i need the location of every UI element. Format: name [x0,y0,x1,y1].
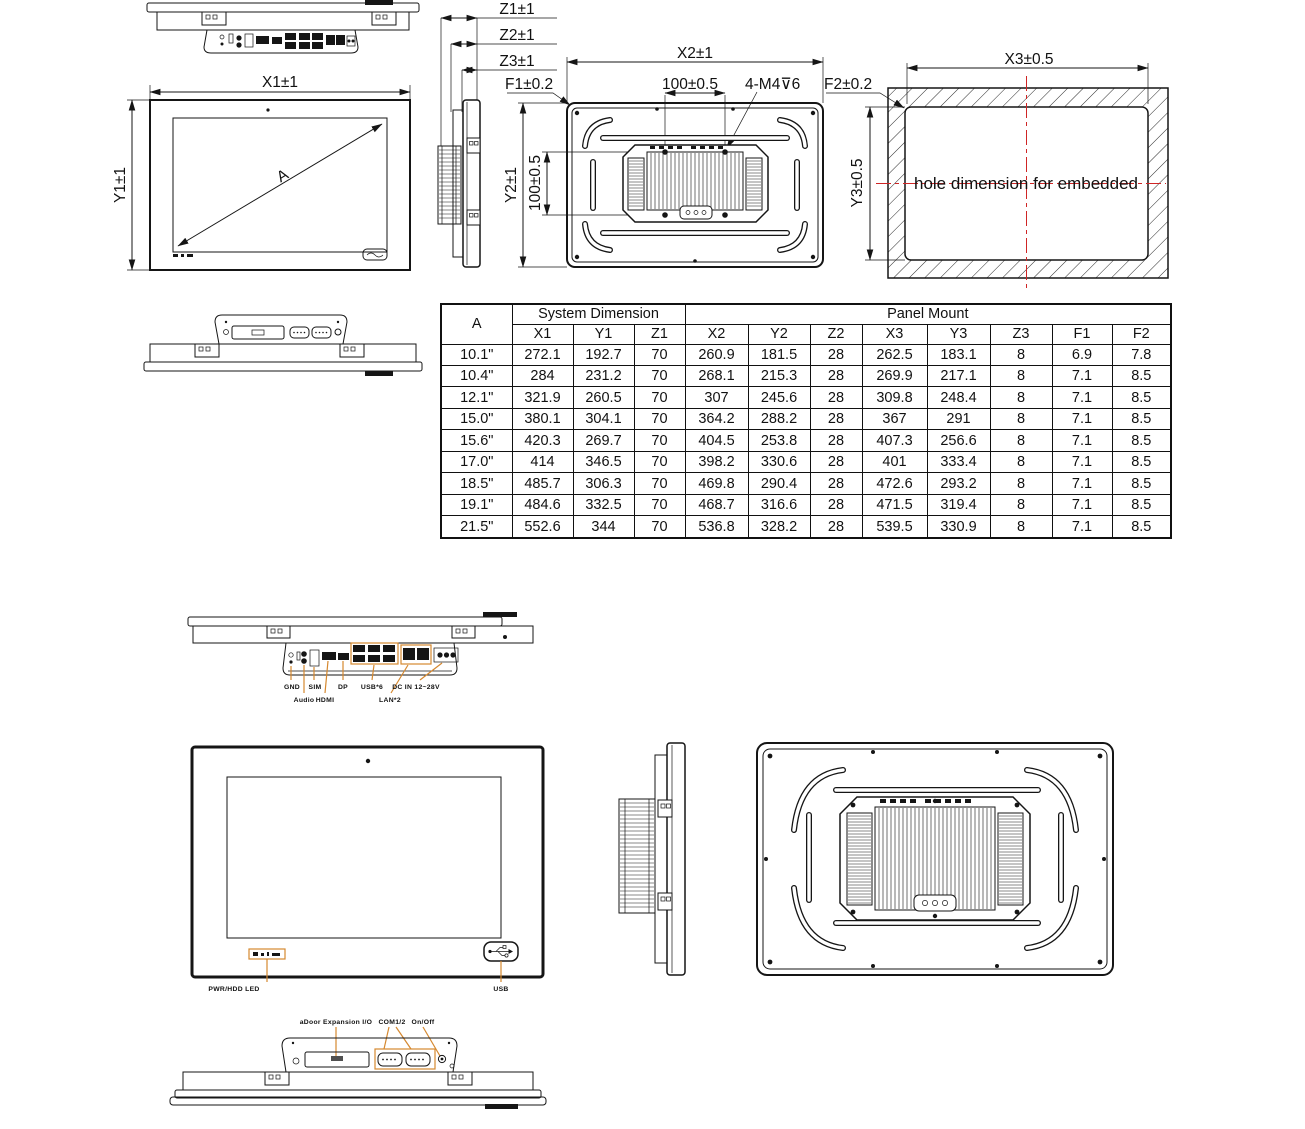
dim-cell: 472.6 [862,473,927,494]
mount-bracket [267,626,475,638]
chassis-slab [193,626,533,643]
dim-cell: 319.4 [927,494,990,515]
dim-cell: 70 [634,473,685,494]
dim-cell: 7.1 [1052,516,1112,538]
vesa-hole [722,212,728,218]
bezel-edge [188,617,502,626]
view-io-top [165,1012,550,1127]
dim-cell: 346.5 [573,451,634,472]
io-pod [215,315,347,344]
light-sensor-dot [266,108,269,111]
dim-cell: 321.9 [512,387,573,408]
dim-cell: 70 [634,408,685,429]
size-cell: 15.0" [441,408,512,429]
mount-tab [467,138,480,225]
label-dc-in: DC IN 12~28V [392,684,440,691]
dim-y2-label: Y2±1 [503,166,520,204]
dim-cell: 245.6 [748,387,810,408]
diagonal-arrow [178,124,382,246]
dim-cell: 256.6 [927,430,990,451]
dim-cell: 70 [634,365,685,386]
heatsink-module [840,797,1030,920]
dim-cell: 468.7 [685,494,748,515]
dim-cell: 8.5 [1112,451,1171,472]
dim-cell: 8.5 [1112,365,1171,386]
dim-cell: 293.2 [927,473,990,494]
view-hole-cutout [820,40,1180,305]
dim-cell: 253.8 [748,430,810,451]
dim-cell: 309.8 [862,387,927,408]
dim-cell: 70 [634,516,685,538]
dim-cell: 8 [990,365,1052,386]
dim-cell: 28 [810,365,862,386]
dim-cell: 262.5 [862,344,927,365]
table-corner-header: A [441,304,512,344]
view-io-bottom [170,610,550,715]
dim-z2-label: Z2±1 [499,27,535,44]
dim-cell: 367 [862,408,927,429]
vesa-hole [662,212,668,218]
dim-cell: 539.5 [862,516,927,538]
vesa-hole [662,149,668,155]
size-cell: 21.5" [441,516,512,538]
dim-y1-label: Y1±1 [112,166,129,204]
dim-cell: 288.2 [748,408,810,429]
col-header-f1: F1 [1052,324,1112,344]
col-header-x3: X3 [862,324,927,344]
side-bezel [667,743,685,975]
dimension-table-body [441,344,1171,538]
mount-bracket [202,12,396,25]
dim-cell: 269.7 [573,430,634,451]
led-indicators [173,254,193,257]
view-rear-top [495,40,830,302]
size-cell: 18.5" [441,473,512,494]
side-body [655,755,667,963]
com-port [378,1053,430,1066]
view-top-small [140,298,430,380]
chassis-slab [183,1072,533,1090]
dim-cell: 70 [634,387,685,408]
dim-cell: 8 [990,516,1052,538]
dim-cell: 330.9 [927,516,990,538]
gnd-screw [289,653,293,657]
view-bottom-small [145,0,420,58]
dim-cell: 8.5 [1112,387,1171,408]
dim-cell: 536.8 [685,516,748,538]
label-on-off: On/Off [411,1019,435,1026]
dim-cell: 8 [990,408,1052,429]
dim-cell: 192.7 [573,344,634,365]
chassis-slab [157,12,409,30]
rear-tab [365,371,393,376]
dim-cell: 272.1 [512,344,573,365]
size-cell: 10.4" [441,365,512,386]
com-port [290,327,331,338]
col-header-x2: X2 [685,324,748,344]
dim-cell: 8 [990,344,1052,365]
view-front-large [185,740,555,1000]
dim-cell: 407.3 [862,430,927,451]
table-row [441,344,1171,365]
dim-cell: 183.1 [927,344,990,365]
col-header-y2: Y2 [748,324,810,344]
label-expansion: aDoor Expansion I/O [299,1019,373,1026]
chassis-slab [150,344,416,362]
dim-cell: 8 [990,387,1052,408]
table-row [441,516,1171,538]
dim-cell: 8 [990,451,1052,472]
label-dp: DP [337,684,349,691]
dim-cell: 28 [810,494,862,515]
col-header-z3: Z3 [990,324,1052,344]
io-ports [220,33,355,49]
dim-cell: 306.3 [573,473,634,494]
table-row [441,451,1171,472]
dim-cell: 7.1 [1052,430,1112,451]
col-header-x1: X1 [512,324,573,344]
dim-cell: 284 [512,365,573,386]
lan-port [403,648,415,660]
dim-cell: 28 [810,408,862,429]
rear-tab [485,1104,518,1109]
dim-cell: 217.1 [927,365,990,386]
dim-f1-label: F1±0.2 [505,76,554,93]
audio-jack [301,651,307,657]
hole-note: hole dimension for embedded [914,174,1138,193]
table-row [441,387,1171,408]
size-cell: 10.1" [441,344,512,365]
label-sim: SIM [308,684,322,691]
table-row [441,365,1171,386]
dim-cell: 8.5 [1112,473,1171,494]
dim-cell: 330.6 [748,451,810,472]
io-ports [289,643,458,666]
col-header-f2: F2 [1112,324,1171,344]
light-sensor-dot [366,759,370,763]
bezel-edge [144,362,422,371]
dim-cell: 7.1 [1052,387,1112,408]
dim-cell: 291 [927,408,990,429]
view-side-large [605,735,700,985]
label-com: COM1/2 [378,1019,406,1026]
led-indicators [249,949,285,959]
dim-cell: 28 [810,473,862,494]
dim-cell: 248.4 [927,387,990,408]
power-button [335,329,341,335]
size-cell: 12.1" [441,387,512,408]
label-usb: USB*6 [360,684,384,691]
dim-cell: 8.5 [1112,408,1171,429]
dim-cell: 269.9 [862,365,927,386]
dim-cell: 260.9 [685,344,748,365]
dim-cell: 8 [990,473,1052,494]
col-header-z2: Z2 [810,324,862,344]
dim-cell: 6.9 [1052,344,1112,365]
dim-cell: 8 [990,430,1052,451]
dim-cell: 7.1 [1052,494,1112,515]
label-lan: LAN*2 [379,697,401,704]
diagonal-size-label: A [273,166,292,187]
usb-ports [353,645,395,662]
dim-cell: 485.7 [512,473,573,494]
lan-port [417,648,429,660]
dim-vesa-h-label: 100±0.5 [662,76,718,93]
dimension-table [440,303,1171,539]
expansion-door [232,326,284,339]
rear-tab [483,612,517,617]
dim-cell: 380.1 [512,408,573,429]
dim-cell: 332.5 [573,494,634,515]
dim-cell: 28 [810,344,862,365]
dim-cell: 304.1 [573,408,634,429]
col-header-z1: Z1 [634,324,685,344]
dim-cell: 7.1 [1052,451,1112,472]
dim-cell: 8.5 [1112,430,1171,451]
heatsink-module [623,145,768,222]
dim-y3-label: Y3±0.5 [849,158,866,208]
dim-cell: 70 [634,430,685,451]
dim-cell: 8.5 [1112,494,1171,515]
dim-cell: 28 [810,430,862,451]
dim-x1-label: X1±1 [261,74,299,91]
dim-cell: 328.2 [748,516,810,538]
dim-cell: 333.4 [927,451,990,472]
table-group-panel: Panel Mount [685,304,1171,324]
dim-cell: 181.5 [748,344,810,365]
dim-cell: 70 [634,344,685,365]
brand-logo [363,249,387,260]
side-bezel [463,100,480,267]
view-rear-large [750,735,1120,985]
dim-cell: 7.1 [1052,408,1112,429]
dim-cell: 401 [862,451,927,472]
dim-cell: 8.5 [1112,516,1171,538]
screw-spec-label: 4-M4⊽6 [745,76,801,93]
label-gnd: GND [283,684,301,691]
dim-cell: 469.8 [685,473,748,494]
dim-cell: 28 [810,451,862,472]
dim-cell: 307 [685,387,748,408]
col-header-y1: Y1 [573,324,634,344]
mount-tab [658,800,672,910]
dim-cell: 70 [634,494,685,515]
dim-cell: 8 [990,494,1052,515]
label-audio: Audio [293,697,315,704]
display-area [227,777,501,938]
mount-bracket [265,1072,472,1085]
heatsink-side [619,799,655,913]
size-cell: 19.1" [441,494,512,515]
heatsink-side [438,146,461,224]
size-cell: 17.0" [441,451,512,472]
usb-flap [484,942,518,961]
vesa-hole [722,149,728,155]
dim-cell: 414 [512,451,573,472]
dim-cell: 316.6 [748,494,810,515]
dim-cell: 28 [810,516,862,538]
dim-cell: 215.3 [748,365,810,386]
table-row [441,408,1171,429]
dim-cell: 70 [634,451,685,472]
dim-cell: 471.5 [862,494,927,515]
dim-f2-label: F2±0.2 [824,76,873,93]
dim-cell: 398.2 [685,451,748,472]
audio-jack [301,658,307,664]
dim-x3-label: X3±0.5 [1004,51,1054,68]
dim-cell: 7.1 [1052,473,1112,494]
size-cell: 15.6" [441,430,512,451]
dim-cell: 484.6 [512,494,573,515]
col-header-y3: Y3 [927,324,990,344]
dim-cell: 268.1 [685,365,748,386]
label-pwr-hdd-led: PWR/HDD LED [208,986,260,993]
dim-cell: 404.5 [685,430,748,451]
table-group-system: System Dimension [512,304,685,324]
label-hdmi: HDMI [315,697,335,704]
table-row [441,494,1171,515]
hdmi-port [322,652,336,660]
sim-slot [310,650,319,666]
dim-cell: 28 [810,387,862,408]
dim-cell: 364.2 [685,408,748,429]
dim-x2-label: X2±1 [676,45,714,62]
dim-cell: 420.3 [512,430,573,451]
table-row [441,473,1171,494]
port-labels [284,684,440,704]
view-front-small [112,58,425,283]
dim-cell: 344 [573,516,634,538]
dim-cell: 231.2 [573,365,634,386]
dim-z1-label: Z1±1 [499,1,535,18]
dim-cell: 290.4 [748,473,810,494]
dim-cell: 552.6 [512,516,573,538]
table-row [441,430,1171,451]
dp-port [338,653,349,660]
dim-cell: 7.8 [1112,344,1171,365]
label-usb-front: USB [493,986,509,993]
dim-z3-label: Z3±1 [499,53,535,70]
dim-cell: 260.5 [573,387,634,408]
dim-vesa-v-label: 100±0.5 [527,155,544,211]
dim-cell: 7.1 [1052,365,1112,386]
